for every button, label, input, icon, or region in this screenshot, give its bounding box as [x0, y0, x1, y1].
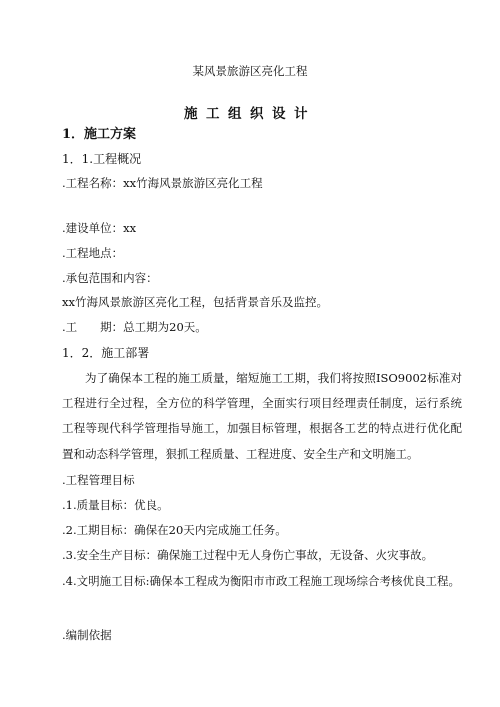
- deployment-paragraph: 为了确保本工程的施工质量，缩短施工工期，我们将按照ISO9002标准对工程进行全过程，全方位的科学管理，全面实行项目经理责任制度，运行系统工程等现代科学管理指导施工，加强目标管理，根据各工艺的特点进行优化配置和动态科学管理，狠抓工程质量、工程进度、安全生产和文明施工。: [62, 371, 462, 461]
- schedule-goal: .2.工期目标：确保在20天内完成施工任务。: [62, 523, 287, 537]
- scope-detail-line: xx竹海风景旅游区亮化工程，包括背景音乐及监控。: [62, 295, 328, 309]
- compilation-basis-heading: .编制依据: [62, 628, 112, 642]
- project-name-line: .工程名称：xx竹海风景旅游区亮化工程: [62, 176, 263, 190]
- quality-goal: .1.质量目标：优良。: [62, 498, 169, 512]
- section-1-1-heading: 1．1.工程概况: [62, 152, 142, 166]
- section-1-2-heading: 1．2．施工部署: [62, 346, 150, 360]
- builder-line: .建设单位：xx: [62, 221, 137, 235]
- scope-line: .承包范围和内容：: [62, 271, 158, 285]
- document-header: 某风景旅游区亮化工程: [192, 64, 308, 78]
- section-1-heading: 1．施工方案: [62, 127, 137, 142]
- location-line: .工程地点：: [62, 246, 124, 260]
- duration-line: .工 期：总工期为20天。: [62, 320, 207, 334]
- safety-goal: .3.安全生产目标：确保施工过程中无人身伤亡事故，无设备、火灾事故。: [62, 548, 434, 562]
- document-title: 施工组织设计: [184, 106, 316, 122]
- civilized-construction-goal: .4.文明施工目标:确保本工程成为衡阳市市政工程施工现场综合考核优良工程。: [62, 574, 460, 588]
- management-goals-heading: .工程管理目标: [62, 473, 135, 487]
